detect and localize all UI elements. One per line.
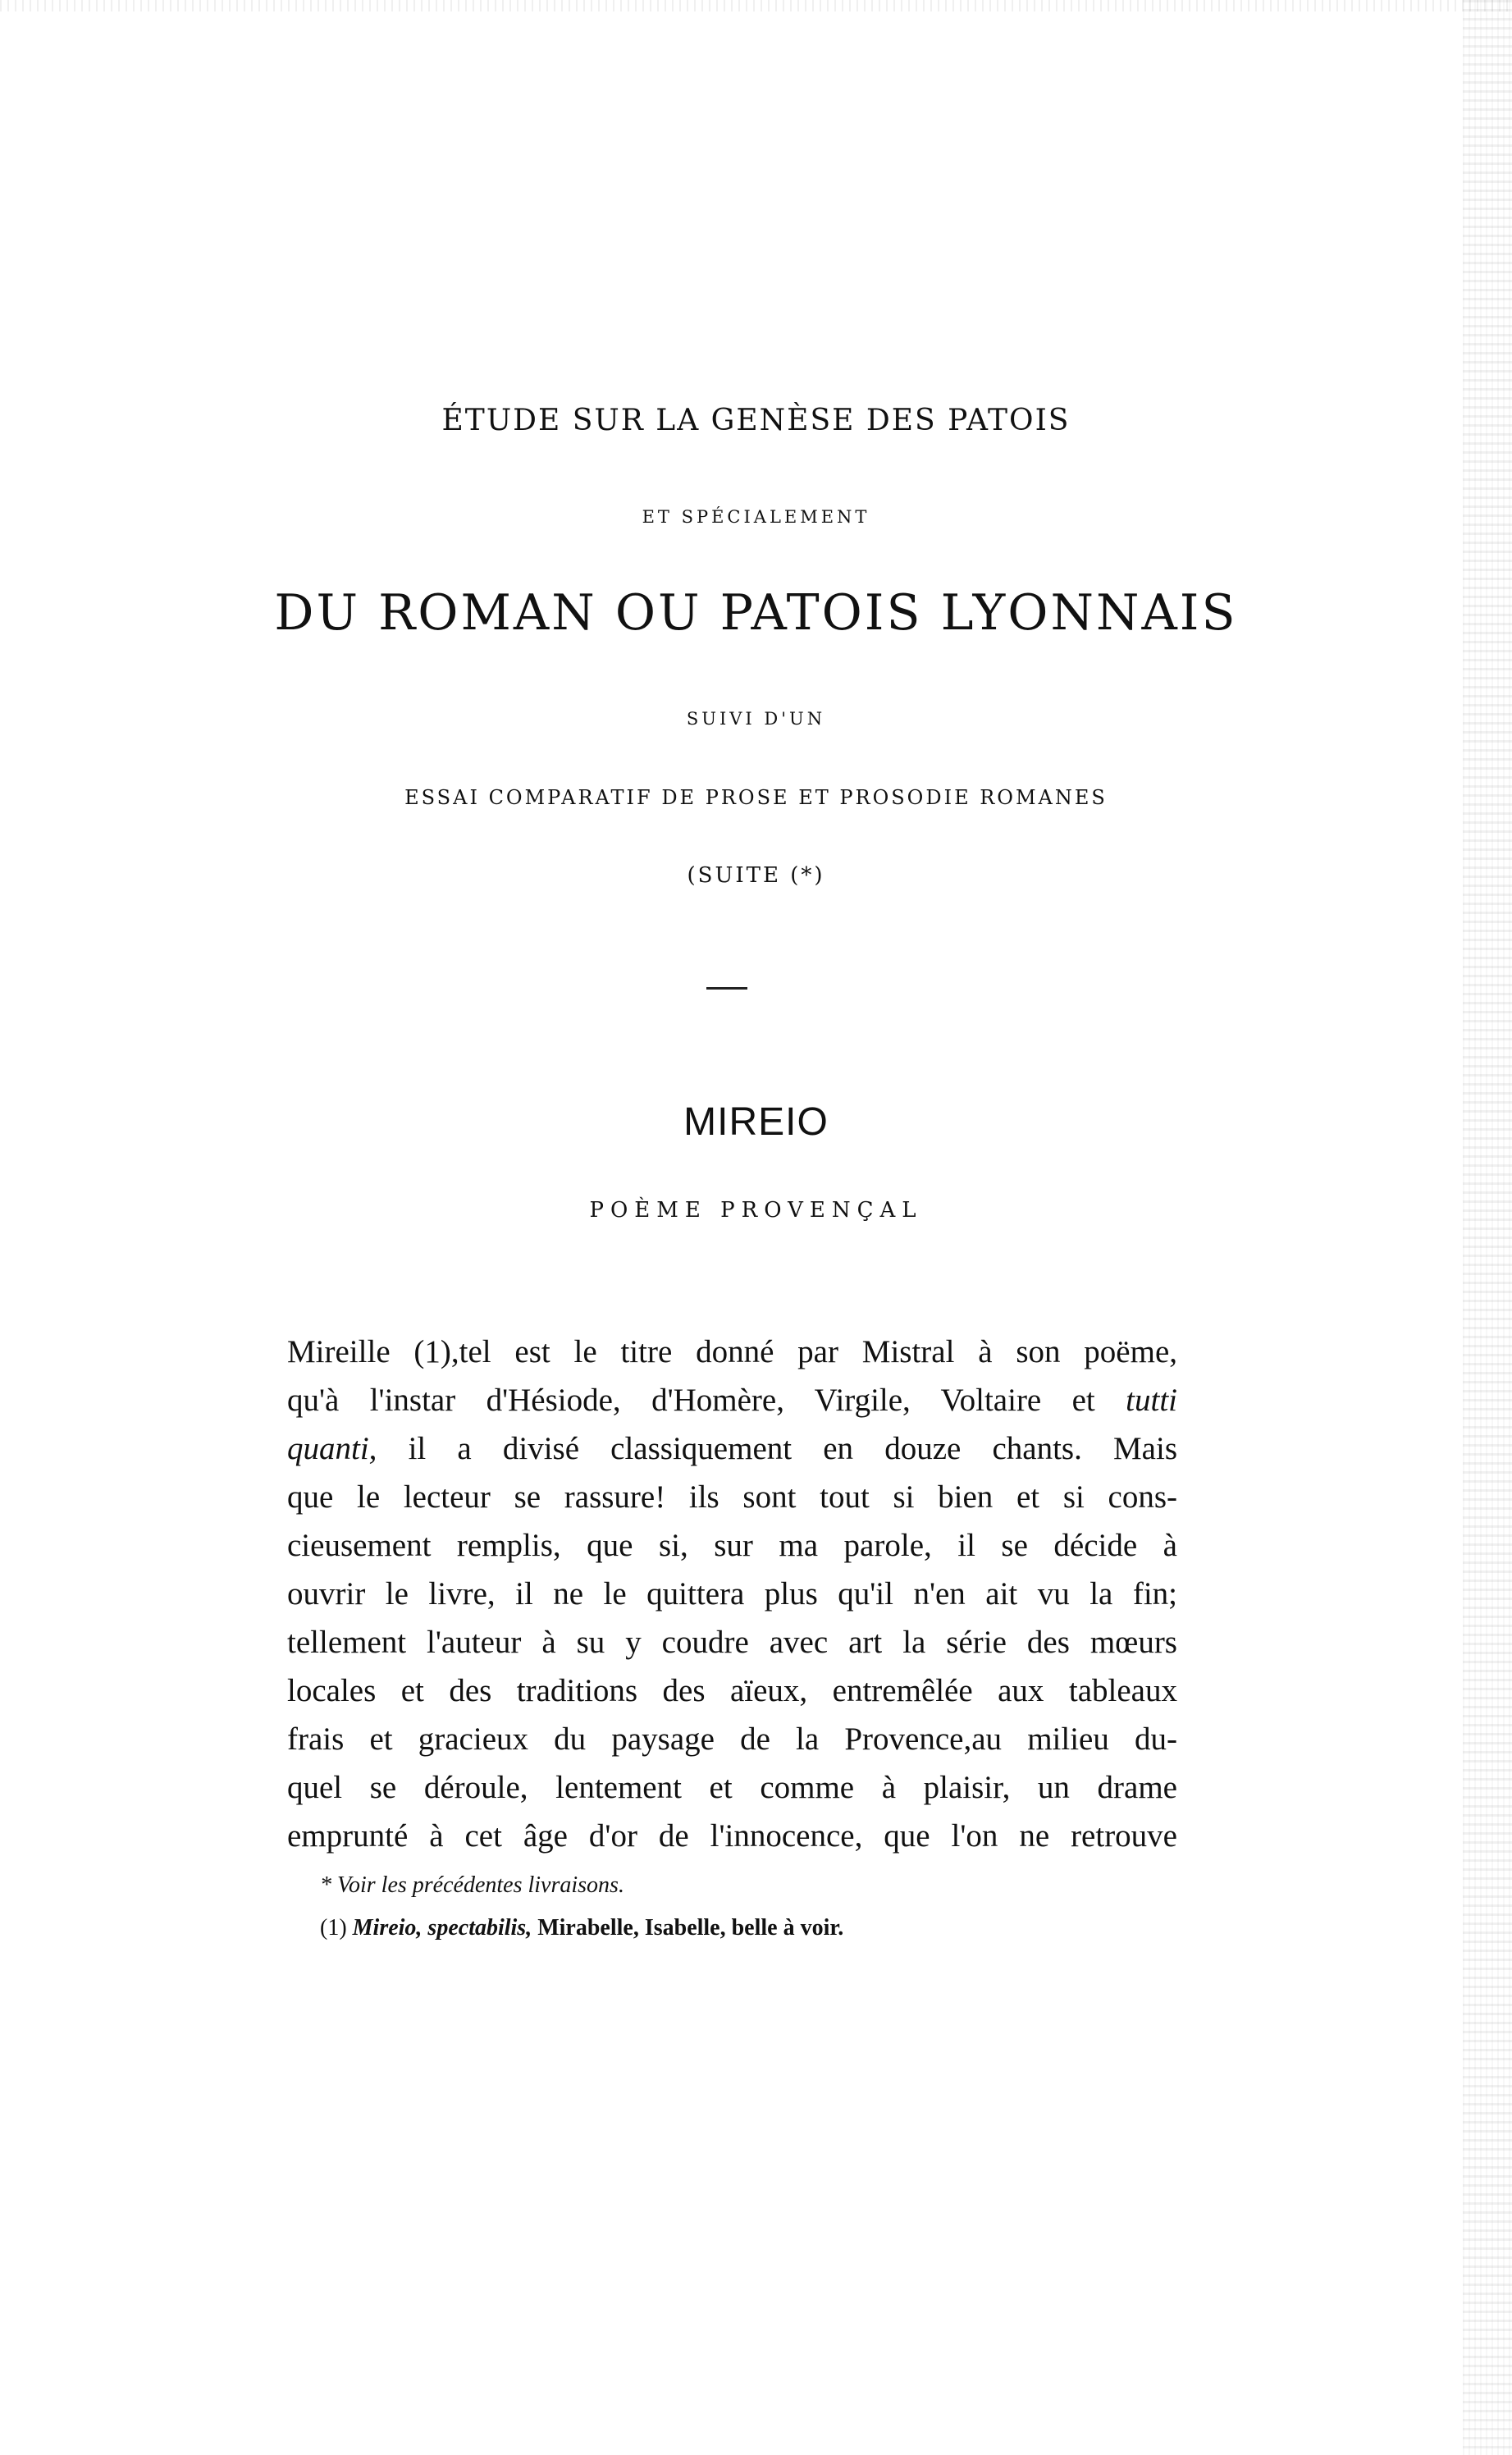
footnote-1-text: Mirabelle, Isabelle, belle à voir.: [537, 1915, 844, 1941]
scan-noise-top: [0, 0, 1512, 11]
body-line-text: il a divisé classiquement en douze chants. Mais: [408, 1431, 1178, 1466]
heading-suite: (SUITE (*): [687, 863, 825, 888]
footnotes: [320, 1872, 1190, 1958]
body-paragraph: [287, 1328, 1177, 1860]
body-line: emprunté à cet âge d'or de l'innocence, que l'on ne retrouve: [287, 1818, 1177, 1854]
heading-specialement: ET SPÉCIALEMENT: [642, 507, 870, 527]
body-line: [287, 1424, 1177, 1473]
footnote-1: [320, 1915, 1190, 1941]
body-line: [287, 1376, 1177, 1424]
footnote-star: * Voir les précédentes livraisons.: [320, 1872, 624, 1898]
section-divider: [706, 987, 747, 990]
section-title: MIREIO: [683, 1100, 829, 1144]
heading-essai: ESSAI COMPARATIF DE PROSE ET PROSODIE ROMANES: [404, 786, 1108, 809]
italic-word: quanti,: [287, 1431, 377, 1466]
footnote-1-number: (1): [320, 1915, 347, 1941]
scan-noise-right-edge: [1463, 0, 1512, 2455]
body-line: tellement l'auteur à su y coudre avec art la série des mœurs: [287, 1625, 1177, 1660]
body-line: ouvrir le livre, il ne le quittera plus qu'il n'en ait vu la fin;: [287, 1576, 1177, 1612]
section-subtitle: POÈME PROVENÇAL: [589, 1198, 923, 1223]
body-line: Mireille (1),tel est le titre donné par Mistral à son poëme,: [287, 1334, 1177, 1369]
body-line-text: qu'à l'instar d'Hésiode, d'Homère, Virgile, Voltaire et: [287, 1383, 1095, 1418]
footnote-1-italic: Mireio, spectabilis,: [352, 1915, 532, 1941]
body-line: locales et des traditions des aïeux, entremêlée aux tableaux: [287, 1673, 1177, 1708]
body-line: que le lecteur se rassure! ils sont tout si bien et si cons-: [287, 1479, 1177, 1515]
heading-main-title: DU ROMAN OU PATOIS LYONNAIS: [274, 584, 1238, 642]
body-line: quel se déroule, lentement et comme à plaisir, un drame: [287, 1770, 1177, 1805]
heading-etude: ÉTUDE SUR LA GENÈSE DES PATOIS: [441, 404, 1071, 437]
body-line: frais et gracieux du paysage de la Provence,au milieu du-: [287, 1721, 1177, 1757]
italic-word: tutti: [1126, 1383, 1177, 1418]
heading-suivi: SUIVI D'UN: [686, 709, 826, 729]
body-line: cieusement remplis, que si, sur ma parole, il se décide à: [287, 1528, 1177, 1563]
